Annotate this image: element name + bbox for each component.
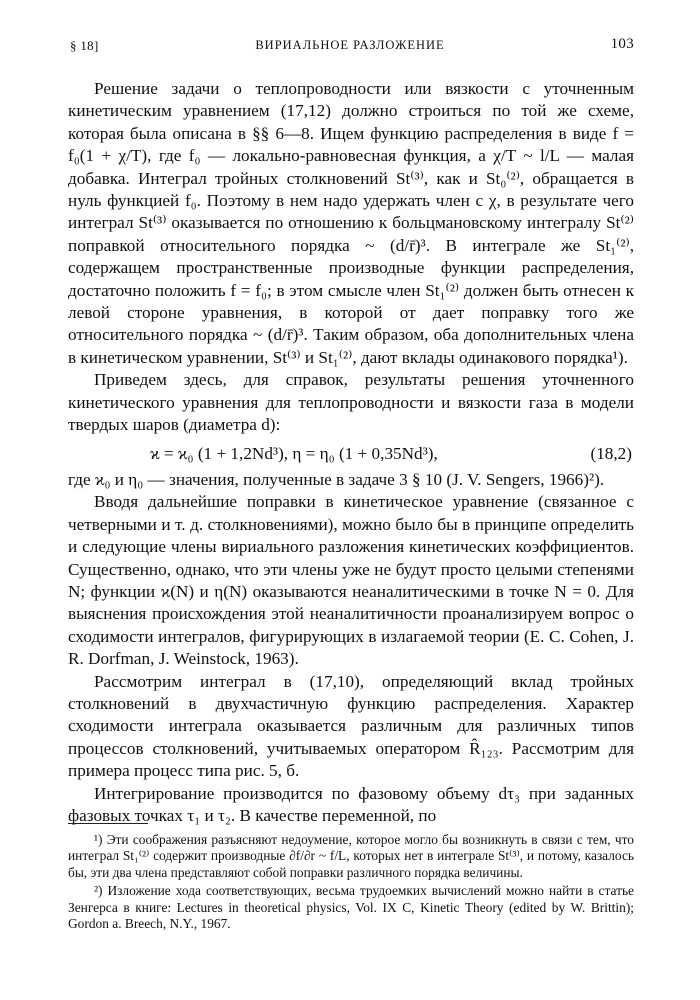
- paragraph: Интегрирование производится по фазовому объему dτ₃ при заданных фазовых точках τ₁ и τ₂. В качестве переменной, по: [68, 783, 634, 825]
- equation-18-2: [68, 443, 634, 465]
- equation-formula: ϰ = ϰ₀ (1 + 1,2Nd³), η = η₀ (1 + 0,35Nd³),: [150, 443, 438, 463]
- page-number: 103: [610, 36, 634, 52]
- equation-number: (18,2): [590, 443, 632, 463]
- footnotes: [68, 832, 634, 934]
- section-marker: § 18]: [70, 38, 99, 53]
- main-text: [68, 78, 634, 827]
- paragraph: Рассмотрим интеграл в (17,10), определяющий вклад тройных столкновений в двухчастичную функцию распределения. Характер сходимости интеграла оказывается различным для различных типов процессов столкновений, учитываемых оператором R̂₁₂₃. Рассмотрим для примера процесс типа рис. 5, б.: [68, 671, 634, 781]
- footnote: ²) Изложение хода соответствующих, весьма трудоемких вычислений можно найти в статье Зенгерса в книге: Lectures in theoretical physics, Vol. IX C, Kinetic Theory (edited by W. Brittin); Gordon a. Breech, N.Y., 1967.: [68, 883, 634, 932]
- footnote: ¹) Эти соображения разъясняют недоумение, которое могло бы возникнуть в связи с тем, что интеграл St₁⁽²⁾ содержит производные ∂f/∂r ~ f/L, которых нет в интеграле St⁽³⁾, и потому, казалось бы, эти два члена представляют собой поправки различного порядка величины.: [68, 832, 634, 880]
- paragraph: Решение задачи о теплопроводности или вязкости с уточненным кинетическим уравнением (17,12) должно строиться по той же схеме, которая была описана в §§ 6—8. Ищем функцию распределения в виде f = f₀(1 + χ/T), где f₀ — локально-равновесная функция, а χ/T ~ l/L — малая добавка. Интеграл тройных столкновений St⁽³⁾, как и St₀⁽²⁾, обращается в нуль функцией f₀. Поэтому в нем надо удержать член с χ, в результате чего интеграл St⁽³⁾ оказывается по отношению к больцмановскому интегралу St⁽²⁾ поправкой относительного порядка ~ (d/r̄)³. В интеграле же St₁⁽²⁾, содержащем пространственные производные функции распределения, достаточно положить f = f₀; в этом смысле член St₁⁽²⁾ должен быть отнесен к левой стороне уравнения, в которой от дает поправку того же относительного порядка ~ (d/r̄)³. Таким образом, оба дополнительных члена в кинетическом уравнении, St⁽³⁾ и St₁⁽²⁾, дают вклады одинакового порядка¹).: [68, 79, 634, 367]
- paragraph: где ϰ₀ и η₀ — значения, полученные в задаче 3 § 10 (J. V. Sengers, 1966)²).: [68, 469, 605, 489]
- running-title: ВИРИАЛЬНОЕ РАЗЛОЖЕНИЕ: [255, 38, 445, 52]
- paragraph: Приведем здесь, для справок, результаты решения уточненного кинетического уравнения для теплопроводности и вязкости газа в модели твердых шаров (диаметра d):: [68, 370, 634, 435]
- footnote-divider: [68, 823, 148, 824]
- paragraph: Вводя дальнейшие поправки в кинетическое уравнение (связанное с четверными и т. д. столкновениями), можно было бы в принципе определить и следующие члены вириального разложения кинетических коэффициентов. Существенно, однако, что эти члены уже не будут просто целыми степенями N; функции ϰ(N) и η(N) оказываются неаналитическими в точке N = 0. Для выяснения происхождения этой неаналитичности проанализируем вопрос о сходимости интегралов, фигурирующих в излагаемой теории (E. C. Cohen, J. R. Dorfman, J. Weinstock, 1963).: [68, 492, 634, 669]
